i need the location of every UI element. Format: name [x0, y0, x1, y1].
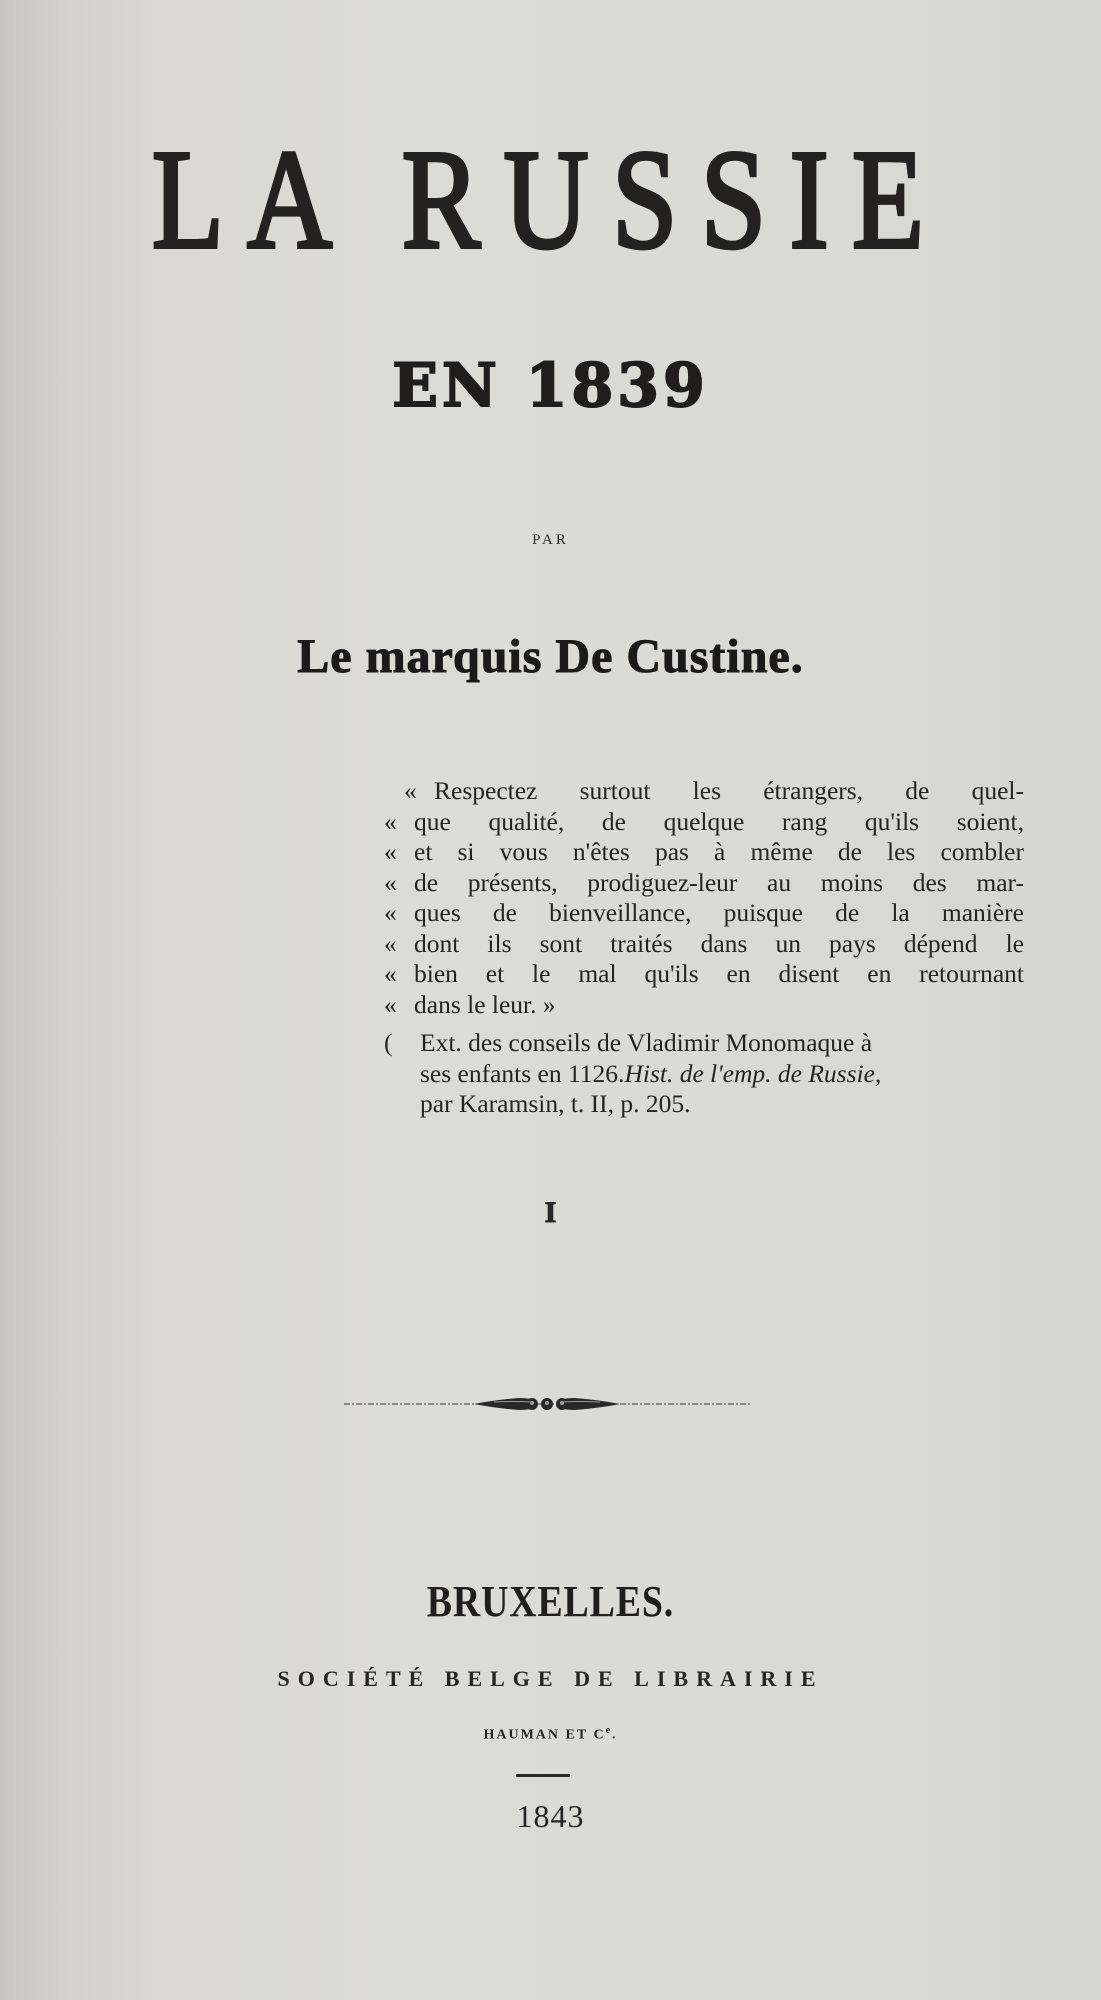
source-line: Ext. des conseils de Vladimir Monomaque à — [420, 1028, 873, 1057]
author-name: Le marquis De Custine. — [297, 630, 804, 683]
source-title: Hist. de l'emp. de Russie, — [624, 1058, 882, 1088]
epigraph-line: « de présents, prodiguez-leur au moins des mar- — [384, 867, 1024, 897]
quote-mark: « — [384, 806, 397, 836]
imprint-printer: HAUMAN ET Ce. — [483, 1725, 618, 1743]
quote-mark: « — [384, 959, 397, 988]
epigraph — [384, 776, 1024, 1120]
quote-mark: « — [404, 776, 417, 805]
epigraph-line: « que qualité, de quelque rang qu'ils soient, — [384, 806, 1024, 836]
epigraph-line: « Respectez surtout les étrangers, de quel- — [384, 776, 1024, 807]
epigraph-line: « bien et le mal qu'ils en disent en retournant — [384, 959, 1024, 988]
volume-number: I — [544, 1196, 557, 1229]
quote-mark: « — [384, 837, 397, 866]
epigraph-line: « ques de bienveillance, puisque de la manière — [384, 898, 1024, 927]
imprint-publisher: SOCIÉTÉ BELGE DE LIBRAIRIE — [277, 1666, 824, 1691]
quote-mark: « — [384, 867, 397, 897]
epigraph-line: « dans le leur. » — [384, 989, 556, 1019]
epigraph-line: « et si vous n'êtes pas à même de les combler — [384, 837, 1024, 866]
quote-mark: « — [384, 989, 397, 1019]
book-subtitle: EN 1839 — [392, 351, 709, 421]
epigraph-source: ( Ext. des conseils de Vladimir Monomaque à ses enfants en 1126. Hist. de l'emp. de Russie, par Karamsin, t. II, p. 205. — [384, 1028, 882, 1118]
quote-mark: « — [384, 898, 397, 927]
imprint-year: 1843 — [516, 1798, 585, 1834]
source-line: par Karamsin, t. II, p. 205. — [420, 1089, 691, 1118]
epigraph-line: « dont ils sont traités dans un pays dépend le — [384, 928, 1024, 958]
ornament-divider-icon — [344, 1390, 750, 1416]
by-label: PAR — [532, 532, 569, 548]
book-title: LA RUSSIE — [151, 120, 948, 278]
source-line: ses enfants en 1126. — [420, 1058, 625, 1088]
imprint-city: BRUXELLES. — [426, 1577, 675, 1626]
quote-mark: « — [384, 928, 397, 958]
imprint-rule — [516, 1774, 570, 1777]
